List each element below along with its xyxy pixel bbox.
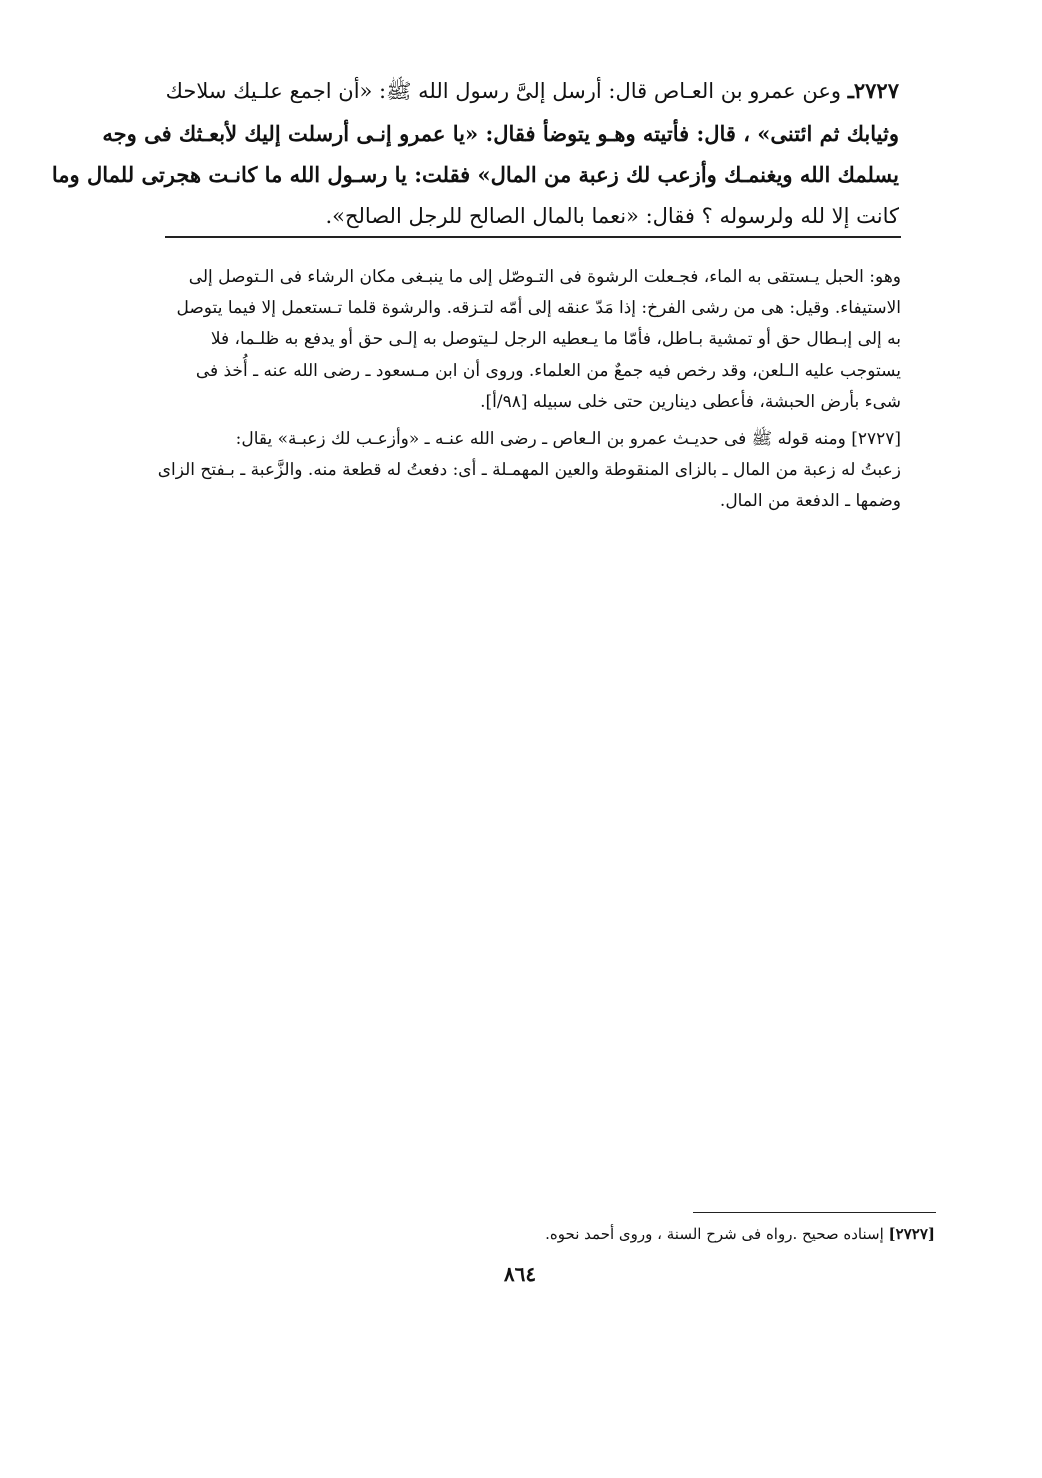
commentary-line: وضمها ـ الدفعة من المال. [719, 491, 901, 512]
hadith-line-4: كانت إلا لله ولرسوله ؟ فقال: «نعما بالمال الصالح للرجل الصالح». [325, 203, 899, 228]
footnote-ref: [٢٧٢٧] [888, 1225, 935, 1243]
commentary-paragraph-2 [157, 424, 901, 518]
hadith-number: ٢٧٢٧ـ [847, 78, 899, 103]
hadith-line-2: وثيابك ثم ائتنى» ، قال: فأتيته وهـو يتوضأ فقال: «يا عمرو إنـى أرسلت إليك لأبعـثك فى وجه [102, 120, 899, 146]
commentary-line: شىء بأرض الحبشة، فأعطى دينارين حتى خلى سبيله [٩٨/أ]. [480, 391, 901, 412]
section-divider [165, 236, 901, 238]
hadith-line-1: ٢٧٢٧ـ وعن عمرو بن العـاص قال: أرسل إلىَّ رسول الله ﷺ: «أن اجمع علـيك سلاحك [165, 78, 899, 103]
commentary-line: يستوجب عليه الـلعن، وقد رخص فيه جمعٌ من العلماء. وروى أن ابن مـسعود ـ رضى الله عنه ـ أُخذ فى [195, 360, 901, 381]
hadith-text [51, 70, 899, 237]
commentary [157, 262, 901, 518]
commentary-line: [٢٧٢٧] ومنه قوله ﷺ فى حديـث عمرو بن الـعاص ـ رضى الله عنـه ـ «وأزعـب لك زعبـة» يقال: [235, 429, 901, 450]
commentary-line: الاستيفاء. وقيل: هى من رشى الفرخ: إذا مَدّ عنقه إلى أمّه لتـزقه. والرشوة قلما تـستعمل إلا فيما يتوصل [176, 298, 901, 319]
footnote-text: إسناده صحيح .رواه فى شرح السنة ، وروى أحمد نحوه. [545, 1225, 889, 1243]
commentary-line: زعبتُ له زعبة من المال ـ بالزاى المنقوطة والعين المهمـلة ـ أى: دفعتُ له قطعة منه. والزَّعبة ـ بـفتح الزاى [157, 460, 901, 481]
commentary-line: وهو: الحبل يـستقى به الماء، فجـعلت الرشوة فى التـوصّل إلى ما ينبـغى مكان الرشاء فى الـتوصل إلى [188, 267, 901, 287]
hadith-line-3: يسلمك الله ويغنمـك وأزعب لك زعبة من المال» فقلت: يا رسـول الله ما كانـت هجرتى للمال وما [51, 162, 899, 187]
page-number: ٨٦٤ [503, 1262, 537, 1286]
footnote-divider [693, 1212, 936, 1213]
commentary-paragraph-1 [163, 262, 901, 418]
footnote [420, 1222, 935, 1246]
commentary-line: به إلى إبـطال حق أو تمشية بـاطل، فأمّا ما يـعطيه الرجل لـيتوصل به إلـى حق أو يدفع به ظلـما، فلا [210, 329, 901, 350]
